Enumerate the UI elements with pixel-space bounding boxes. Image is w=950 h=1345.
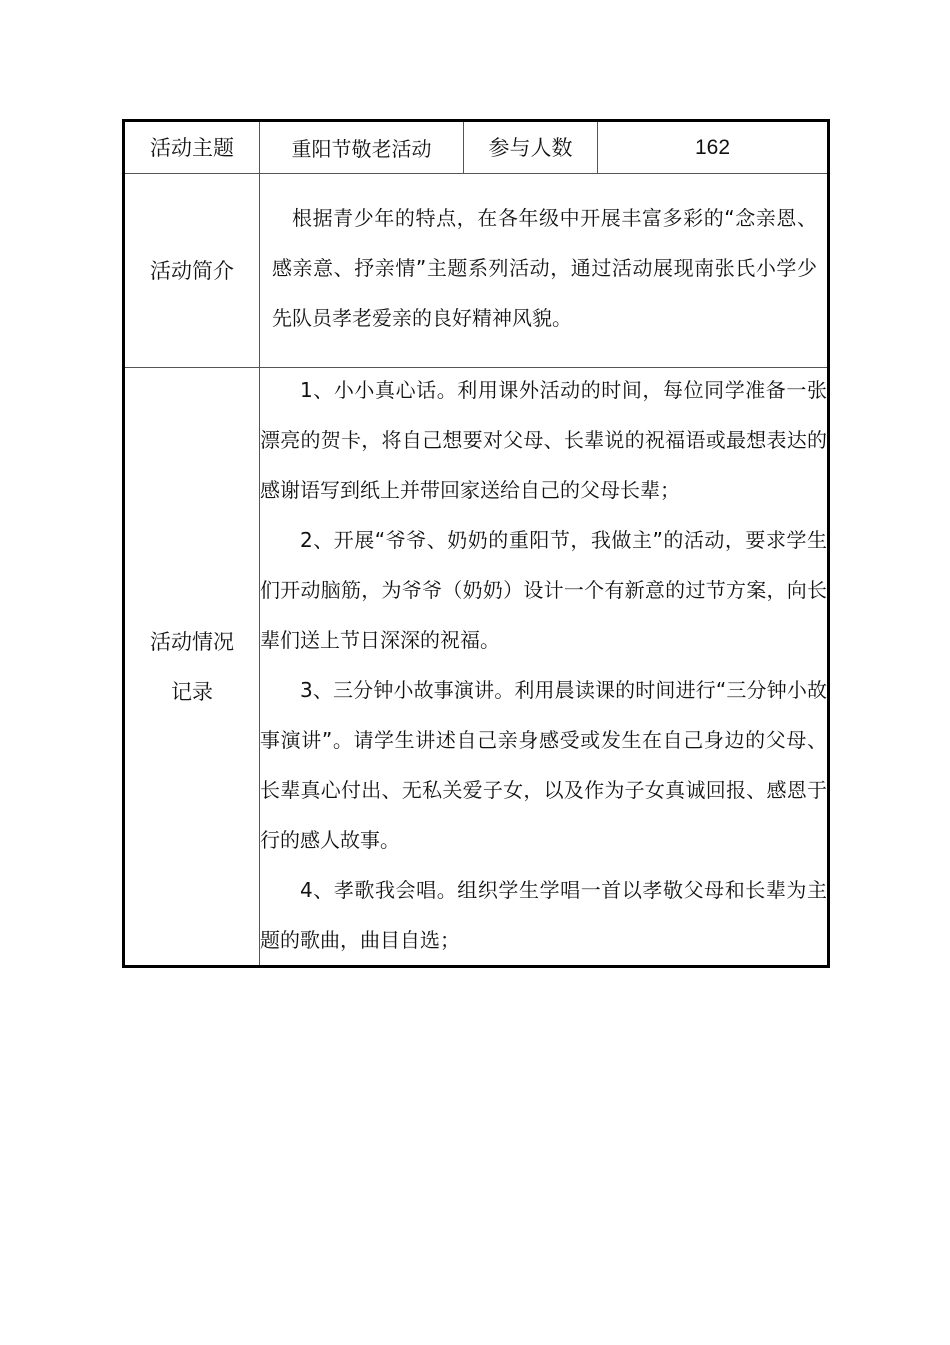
theme-row bbox=[124, 121, 829, 174]
record-item: 3、三分钟小故事演讲。利用晨读课的时间进行“三分钟小故事演讲”。请学生讲述自己亲身感受或发生在自己身边的父母、长辈真心付出、无私关爱子女，以及作为子女真诚回报、感恩于行的感人故事。 bbox=[260, 678, 827, 852]
record-label-line2: 记录 bbox=[171, 679, 213, 704]
participants-value: 162 bbox=[598, 121, 829, 174]
intro-cell bbox=[260, 174, 829, 368]
record-item: 2、开展“爷爷、奶奶的重阳节，我做主”的活动，要求学生们开动脑筋，为爷爷（奶奶）设计一个有新意的过节方案，向长辈们送上节日深深的祝福。 bbox=[260, 528, 827, 652]
record-body bbox=[260, 368, 829, 967]
intro-row bbox=[124, 174, 829, 368]
intro-label: 活动简介 bbox=[124, 174, 260, 368]
participants-label: 参与人数 bbox=[464, 121, 598, 174]
record-item: 1、小小真心话。利用课外活动的时间，每位同学准备一张漂亮的贺卡，将自己想要对父母、长辈说的祝福语或最想表达的感谢语写到纸上并带回家送给自己的父母长辈； bbox=[260, 378, 827, 502]
record-label-line1: 活动情况 bbox=[150, 629, 234, 654]
record-item: 4、孝歌我会唱。组织学生学唱一首以孝敬父母和长辈为主题的歌曲，曲目自选； bbox=[260, 878, 827, 952]
record-row bbox=[124, 368, 829, 967]
record-label bbox=[124, 368, 260, 967]
theme-label: 活动主题 bbox=[124, 121, 260, 174]
intro-text: 根据青少年的特点，在各年级中开展丰富多彩的“念亲恩、感亲意、抒亲情”主题系列活动，通过活动展现南张氏小学少先队员孝老爱亲的良好精神风貌。 bbox=[272, 206, 817, 330]
theme-value: 重阳节敬老活动 bbox=[260, 121, 464, 174]
activity-record-table bbox=[122, 119, 830, 968]
